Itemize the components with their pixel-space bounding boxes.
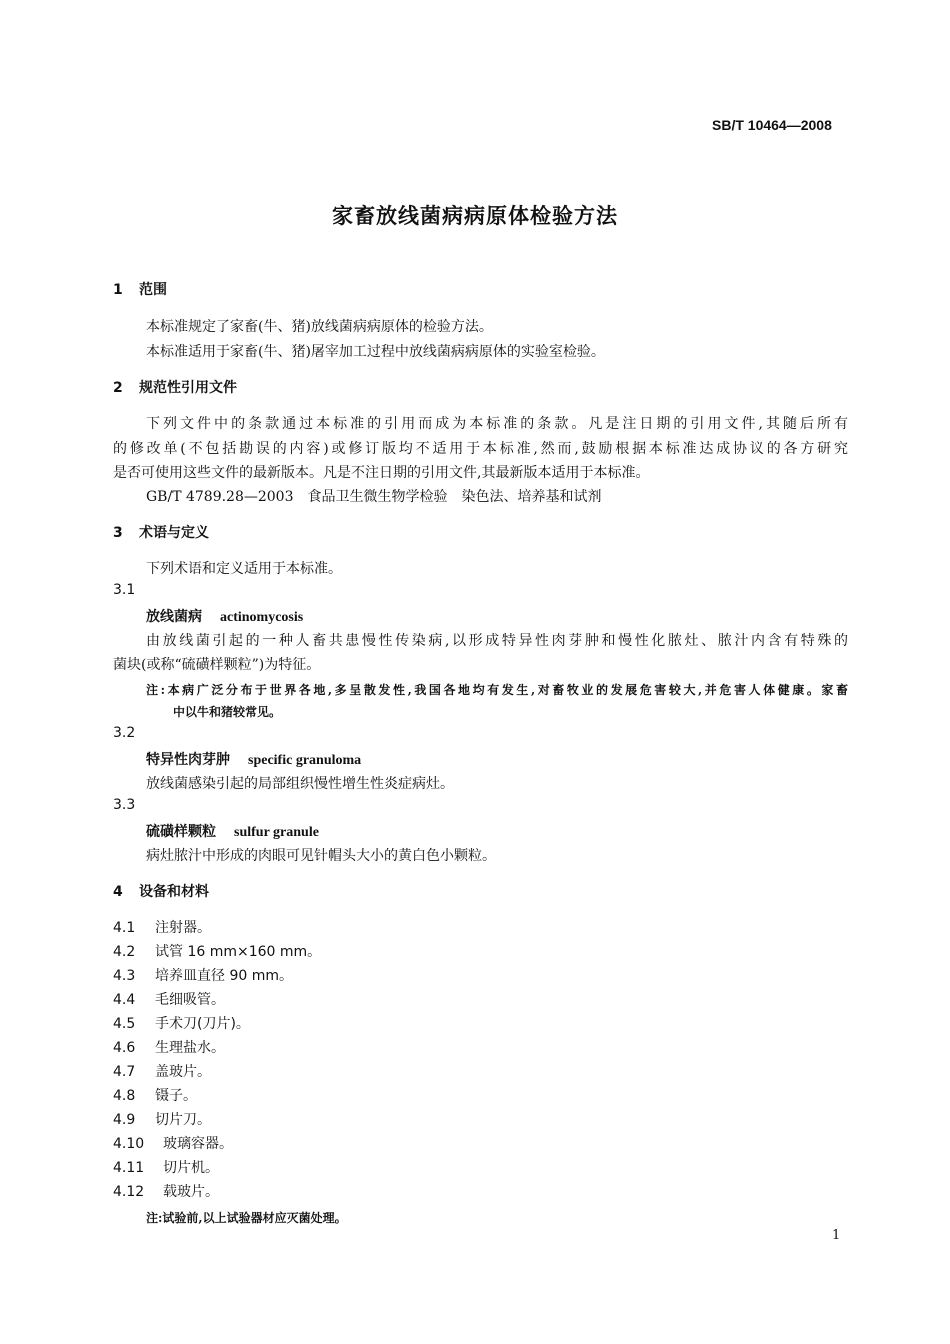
definition: 放线菌感染引起的局部组织慢性增生性炎症病灶。 xyxy=(146,776,454,792)
item-text: 盖玻片。 xyxy=(155,1064,211,1080)
item-number: 4.12 xyxy=(113,1184,145,1200)
term-zh: 特异性肉芽肿 xyxy=(146,752,230,768)
list-item xyxy=(113,917,211,937)
item-text: 切片刀。 xyxy=(155,1112,211,1128)
item-text: 玻璃容器。 xyxy=(163,1136,233,1152)
paragraph-line: 下列文件中的条款通过本标准的引用而成为本标准的条款。凡是注日期的引用文件,其随后所有 xyxy=(146,416,848,432)
section-1-heading xyxy=(113,279,167,299)
definition-line: 菌块(或称“硫磺样颗粒”)为特征。 xyxy=(113,657,321,673)
list-item xyxy=(113,1013,250,1033)
list-item xyxy=(113,1085,197,1105)
item-number: 4.10 xyxy=(113,1136,145,1152)
section-title: 规范性引用文件 xyxy=(139,380,237,396)
page-title: 家畜放线菌病病原体检验方法 xyxy=(332,204,618,228)
paragraph: 下列术语和定义适用于本标准。 xyxy=(146,561,342,577)
section-title: 设备和材料 xyxy=(139,884,209,900)
term-en: actinomycosis xyxy=(220,610,304,625)
item-text: 载玻片。 xyxy=(163,1184,219,1200)
item-number: 4.7 xyxy=(113,1064,136,1080)
section-4-heading xyxy=(113,881,209,901)
item-number: 4.2 xyxy=(113,944,136,960)
list-item xyxy=(113,1037,225,1057)
list-item xyxy=(113,1133,233,1153)
list-item xyxy=(113,1157,219,1177)
term-zh: 硫磺样颗粒 xyxy=(146,824,216,840)
section-3-heading xyxy=(113,522,209,542)
section-number: 4 xyxy=(113,884,123,900)
item-number: 4.1 xyxy=(113,920,136,936)
section-title: 范围 xyxy=(139,282,167,298)
item-number: 4.8 xyxy=(113,1088,136,1104)
normative-reference: GB/T 4789.28—2003 食品卫生微生物学检验 染色法、培养基和试剂 xyxy=(146,489,602,505)
section-number: 2 xyxy=(113,380,123,396)
item-number: 4.6 xyxy=(113,1040,136,1056)
term-actinomycosis xyxy=(146,606,303,626)
clause-number: 3.2 xyxy=(113,725,136,741)
clause-number: 3.1 xyxy=(113,582,136,598)
item-text: 切片机。 xyxy=(163,1160,219,1176)
section-number: 1 xyxy=(113,282,123,298)
item-number: 4.4 xyxy=(113,992,136,1008)
list-item xyxy=(113,941,321,961)
item-number: 4.5 xyxy=(113,1016,136,1032)
list-item xyxy=(113,989,225,1009)
section-2-heading xyxy=(113,377,237,397)
item-text: 生理盐水。 xyxy=(155,1040,225,1056)
note-line: 注:本病广泛分布于世界各地,多呈散发性,我国各地均有发生,对畜牧业的发展危害较大,并危害人体健康。家畜 xyxy=(146,683,848,697)
page-number: 1 xyxy=(832,1228,841,1243)
item-text: 培养皿直径 90 mm。 xyxy=(155,968,293,984)
item-text: 手术刀(刀片)。 xyxy=(155,1016,250,1032)
paragraph: 本标准规定了家畜(牛、猪)放线菌病病原体的检验方法。 xyxy=(146,319,493,335)
list-item xyxy=(113,1181,219,1201)
term-sulfur-granule xyxy=(146,821,319,841)
note: 注:试验前,以上试验器材应灭菌处理。 xyxy=(146,1211,347,1225)
paragraph-line: 是否可使用这些文件的最新版本。凡是不注日期的引用文件,其最新版本适用于本标准。 xyxy=(113,465,650,481)
list-item xyxy=(113,1109,211,1129)
note-line: 中以牛和猪较常见。 xyxy=(173,705,282,719)
item-text: 注射器。 xyxy=(155,920,211,936)
section-title: 术语与定义 xyxy=(139,525,209,541)
list-item xyxy=(113,1061,211,1081)
definition-line: 由放线菌引起的一种人畜共患慢性传染病,以形成特异性肉芽肿和慢性化脓灶、脓汁内含有特殊的 xyxy=(146,633,848,649)
term-en: specific granuloma xyxy=(248,753,362,768)
item-text: 镊子。 xyxy=(155,1088,197,1104)
document-number: SB/T 10464—2008 xyxy=(712,117,832,133)
definition: 病灶脓汁中形成的肉眼可见针帽头大小的黄白色小颗粒。 xyxy=(146,848,496,864)
clause-number: 3.3 xyxy=(113,797,136,813)
item-number: 4.3 xyxy=(113,968,136,984)
item-number: 4.11 xyxy=(113,1160,145,1176)
item-number: 4.9 xyxy=(113,1112,136,1128)
term-zh: 放线菌病 xyxy=(146,609,202,625)
paragraph: 本标准适用于家畜(牛、猪)屠宰加工过程中放线菌病病原体的实验室检验。 xyxy=(146,344,605,360)
term-specific-granuloma xyxy=(146,749,361,769)
item-text: 试管 16 mm×160 mm。 xyxy=(155,944,322,960)
section-number: 3 xyxy=(113,525,123,541)
list-item xyxy=(113,965,293,985)
paragraph-line: 的修改单(不包括勘误的内容)或修订版均不适用于本标准,然而,鼓励根据本标准达成协议的各方研究 xyxy=(113,441,848,457)
item-text: 毛细吸管。 xyxy=(155,992,225,1008)
term-en: sulfur granule xyxy=(234,825,319,840)
